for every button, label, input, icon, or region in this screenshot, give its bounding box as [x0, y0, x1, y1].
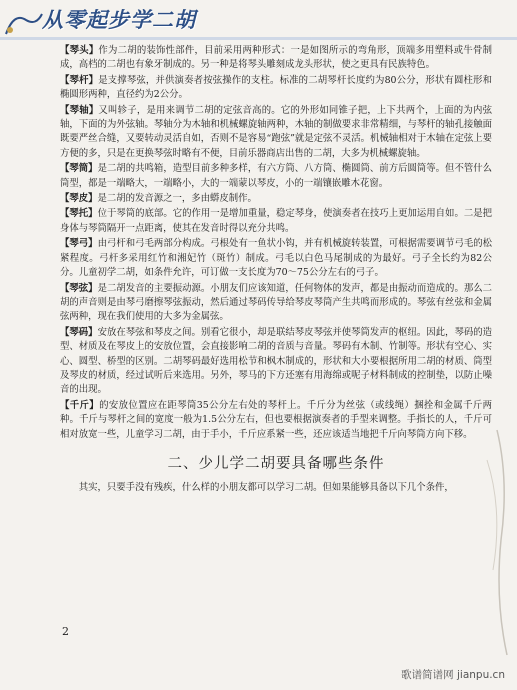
entry-qingong [60, 237, 492, 280]
entry-term: 【琴筒】 [60, 163, 98, 175]
entry-term: 【琴头】 [60, 45, 99, 56]
entry-text: 是支撑琴弦，并供演奏者按弦操作的支柱。标准的二胡琴杆长度约为80公分，形状有圆柱形和椭圆形两种，直径约为2公分。 [60, 74, 492, 101]
entry-term: 【琴弓】 [60, 238, 98, 250]
main-text [60, 44, 492, 495]
entry-term: 【琴皮】 [60, 193, 98, 205]
entry-term: 【琴托】 [60, 208, 98, 220]
entry-term: 【琴弦】 [60, 282, 98, 294]
section-heading: 二、少儿学二胡要具备哪些条件 [167, 455, 385, 472]
section-intro: 其实，只要手没有残疾，什么样的小朋友都可以学习二胡。但如果能够具备以下几个条件， [78, 481, 454, 493]
entry-qinzhou [60, 104, 492, 162]
page-header [0, 0, 517, 44]
entry-text: 是二胡的共鸣箱，造型目前多种多样，有六方筒、八方筒、椭圆筒、前方后圆筒等。但不管什么筒型，都是一端略大，一端略小，大的一端蒙以琴皮，小的一端镶嵌雕木花窗。 [60, 163, 492, 189]
entry-text: 位于琴筒的底部。它的作用一是增加重量，稳定琴身，使演奏者在技巧上更加运用自如。二是把身体与琴筒隔开一点距离，使其在发音时得以充分共鸣。 [60, 208, 492, 234]
decorative-figure-icon [457, 420, 517, 660]
entry-text: 是二胡发音的主要振动源。小朋友们应该知道，任何物体的发声，都是由振动而造成的。那么二胡的声音则是由琴弓磨擦琴弦振动，然后通过琴码传导给琴皮琴筒产生共鸣而形成的。琴弦有丝弦和金属弦两种，现在我们使用的大多为金属弦。 [60, 282, 492, 323]
entry-term: 【千斤】 [60, 399, 100, 411]
book-series-title: 从零起步学二胡 [42, 8, 196, 32]
entry-qinma [60, 326, 492, 398]
entry-text: 是二胡的发音源之一，多由蟒皮制作。 [97, 193, 257, 205]
decorative-ornament-icon [2, 6, 46, 40]
page-number: 2 [62, 625, 69, 638]
entry-qintong [60, 162, 492, 191]
entry-term: 【琴码】 [60, 326, 98, 338]
entry-qintou [60, 44, 492, 73]
entry-text: 的安放位置应在距琴筒35公分左右处的琴杆上。千斤分为丝弦（或线绳）捆拴和金属千斤两种。千斤与琴杆之间的宽度一般为1.5公分左右，但也要根据演奏者的手型来调整。手指长的人，千斤可相对放宽一些，儿童学习二胡，由于手小，千斤应系紧一些，还应该适当地把千斤向琴筒方向下移。 [60, 399, 492, 440]
site-watermark: 歌谱简谱网 jianpu.cn [401, 669, 505, 681]
entry-qingan [60, 74, 492, 103]
entry-term: 【琴轴】 [60, 104, 99, 116]
entry-text: 作为二胡的装饰性部件，目前采用两种形式：一是如图所示的弯角形，顶端多用塑料或牛骨制成，高档的二胡也有象牙制成的。另一种是将琴头雕刻成龙头形状，使之更具有民族特色。 [60, 45, 492, 71]
entry-qinxian [60, 282, 492, 325]
entry-text: 由弓杆和弓毛两部分构成。弓根处有一鱼状小钩，并有机械旋转装置，可根据需要调节弓毛的松紧程度。弓杆多采用红竹和湘妃竹（斑竹）制成。弓毛以白色马尾制成的为最好。弓子全长约为82公分。儿童初学二胡，如条件允许，可订做一支长度为70～75公分左右的弓子。 [60, 238, 492, 279]
entry-qintuo [60, 207, 492, 236]
entry-text: 安放在琴弦和琴皮之间。别看它很小，却是联结琴皮琴弦并使琴筒发声的枢纽。因此，琴码的造型、材质及在琴皮上的安放位置，会直接影响二胡的音质与音量。琴码有木制、竹制等。形状有空心、实心、圆型、桥型的区别。二胡琴码最好选用松节和枫木制成的，形状和大小要根据所用二胡的材质、筒型及琴皮的材质，经过试听后来选用。另外，琴马的下方还塞有用海绵或呢子材料制成的控制垫，以防止噪音的出现。 [60, 326, 492, 396]
header-divider [0, 37, 517, 40]
entry-qinpi [60, 192, 492, 206]
entry-qianjin [60, 399, 492, 442]
entry-term: 【琴杆】 [60, 74, 99, 86]
entry-text: 又叫轸子，是用来调节二胡的定弦音高的。它的外形如同锥子把，上下共两个，上面的为内弦轴，下面的为外弦轴。琴轴分为木轴和机械螺旋轴两种，木轴的制做要求非常精细，与琴杆的轴孔接触面既要严丝合缝，又要转动灵活自如，否则不是容易“跑弦”就是定弦不灵活。机械轴相对于木轴在定弦上要方便的多，只是在更换琴弦时略有不便，目前乐器商店出售的二胡，大多为机械螺旋轴。 [60, 104, 492, 159]
